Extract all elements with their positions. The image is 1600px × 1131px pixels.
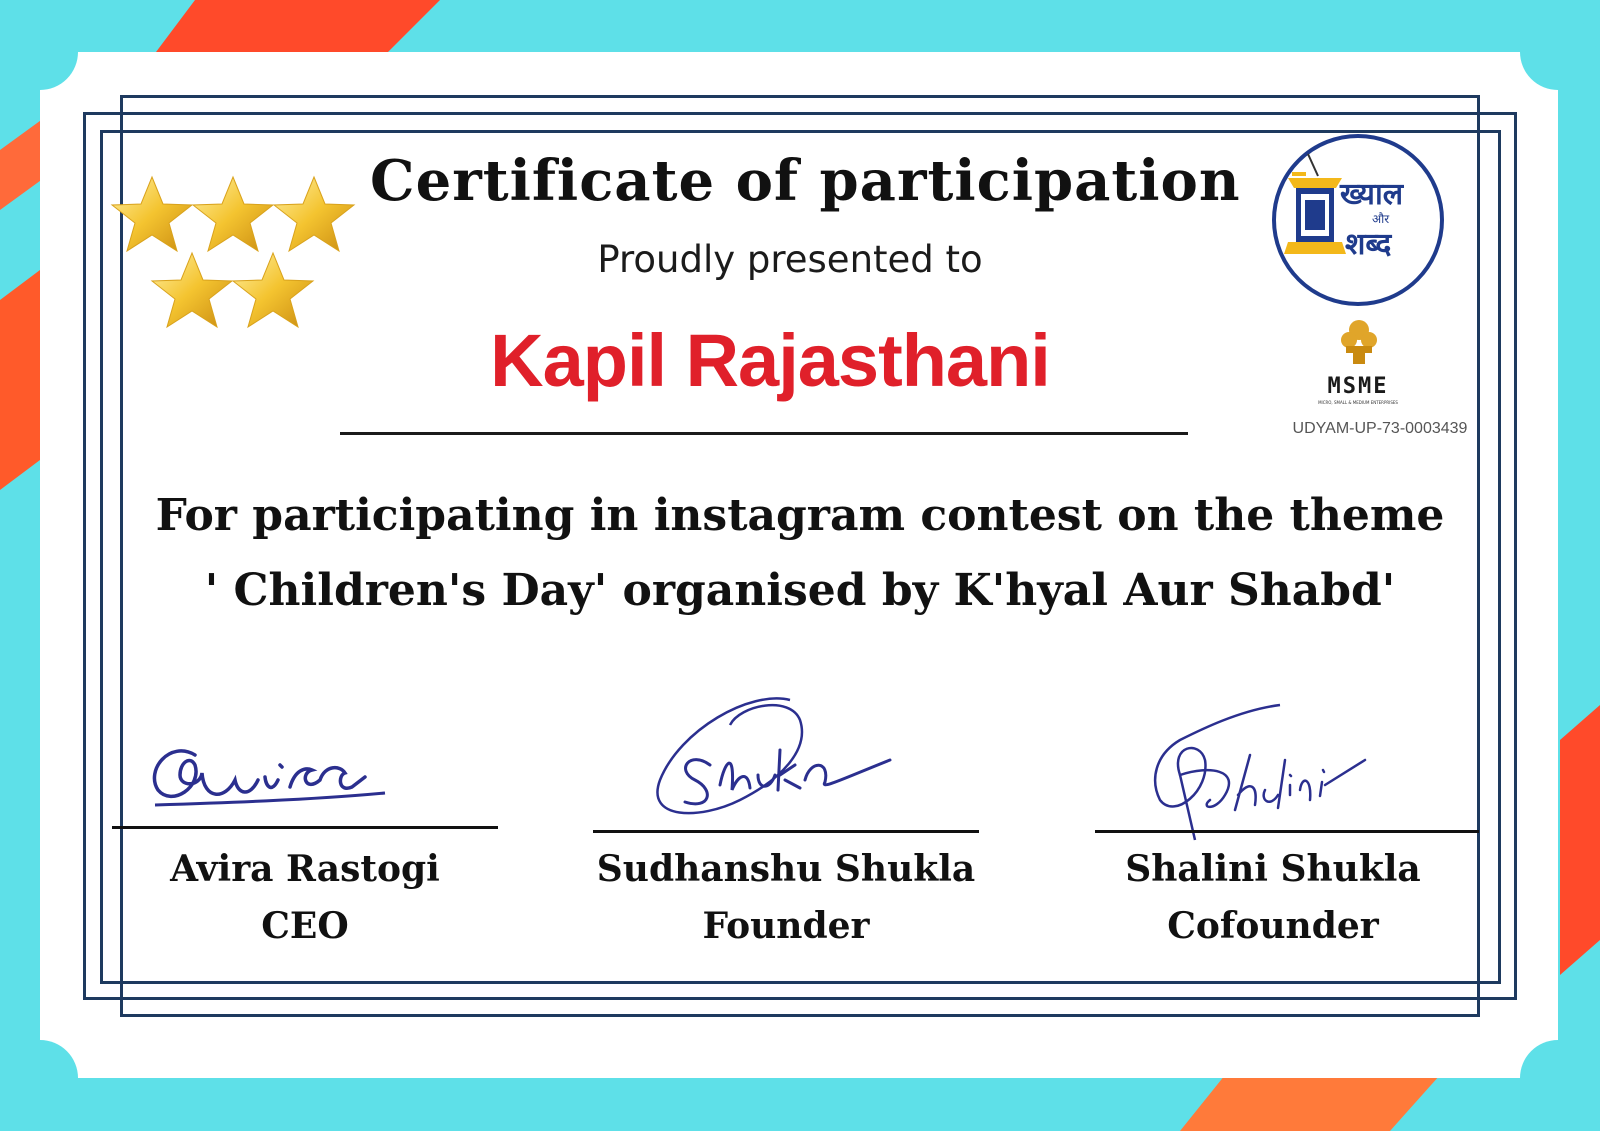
signatory-name: Sudhanshu Shukla xyxy=(596,848,976,890)
signature-shalini xyxy=(1140,700,1420,850)
stars-decoration xyxy=(110,175,360,340)
gold-star-icon xyxy=(274,177,354,251)
card-corner-notch xyxy=(2,1040,78,1116)
logo-text-mid: और xyxy=(1372,212,1390,226)
udyam-registration: UDYAM-UP-73-0003439 xyxy=(1292,420,1468,437)
gold-star-icon xyxy=(233,253,313,327)
signatory-role: Cofounder xyxy=(1167,905,1379,947)
gold-star-icon xyxy=(193,177,273,251)
msme-tagline: MICRO, SMALL & MEDIUM ENTERPRISES xyxy=(1318,400,1398,405)
signature-avira xyxy=(140,725,400,820)
signature-shukla xyxy=(640,690,920,835)
description-line-2: ' Children's Day' organised by K'hyal Aur Shabd' xyxy=(204,565,1396,616)
signatory-name: Shalini Shukla xyxy=(1125,848,1421,890)
card-corner-notch xyxy=(2,14,78,90)
gold-star-icon xyxy=(112,177,192,251)
msme-label: MSME xyxy=(1327,374,1389,399)
recipient-name: Kapil Rajasthani xyxy=(490,319,1050,402)
description-line-1: For participating in instagram contest on the theme xyxy=(155,490,1445,541)
gold-star-icon xyxy=(152,253,232,327)
logo-text-top: ख्याल xyxy=(1340,177,1404,212)
signature-line xyxy=(112,826,498,829)
signatory-name: Avira Rastogi xyxy=(170,848,440,890)
signature-line xyxy=(1095,830,1479,833)
emblem-icon xyxy=(1340,316,1378,368)
card-corner-notch xyxy=(1520,14,1596,90)
recipient-underline xyxy=(340,432,1188,435)
signature-line xyxy=(593,830,979,833)
certificate-title: Certificate of participation xyxy=(370,148,1241,214)
podium-logo-icon xyxy=(1270,132,1446,308)
signatory-role: Founder xyxy=(702,905,870,947)
signatory-role: CEO xyxy=(261,905,349,947)
card-corner-notch xyxy=(1520,1040,1596,1116)
certificate-subtitle: Proudly presented to xyxy=(597,238,983,281)
logo-text-bottom: शब्द xyxy=(1345,227,1392,262)
